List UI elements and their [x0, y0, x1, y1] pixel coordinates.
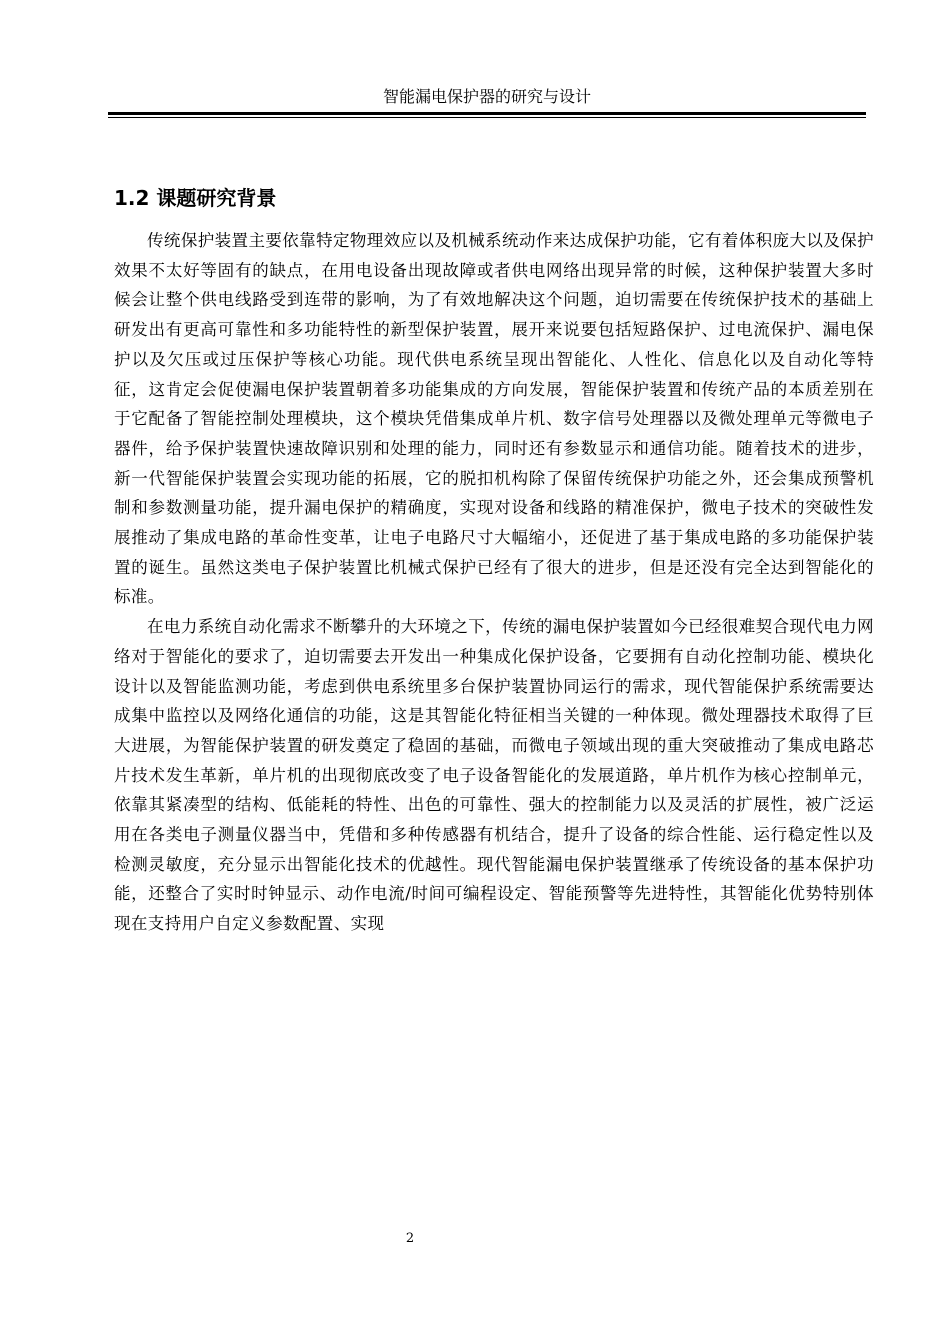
header-rule-thin	[108, 117, 866, 118]
paragraph-1: 传统保护装置主要依靠特定物理效应以及机械系统动作来达成保护功能，它有着体积庞大以及保护效果不太好等固有的缺点，在用电设备出现故障或者供电网络出现异常的时候，这种保护装置大多时候会让整个供电线路受到连带的影响，为了有效地解决这个问题，迫切需要在传统保护技术的基础上研发出有更高可靠性和多功能特性的新型保护装置，展开来说要包括短路保护、过电流保护、漏电保护以及欠压或过压保护等核心功能。现代供电系统呈现出智能化、人性化、信息化以及自动化等特征，这肯定会促使漏电保护装置朝着多功能集成的方向发展，智能保护装置和传统产品的本质差别在于它配备了智能控制处理模块，这个模块凭借集成单片机、数字信号处理器以及微处理单元等微电子器件，给予保护装置快速故障识别和处理的能力，同时还有参数显示和通信功能。随着技术的进步，新一代智能保护装置会实现功能的拓展，它的脱扣机构除了保留传统保护功能之外，还会集成预警机制和参数测量功能，提升漏电保护的精确度，实现对设备和线路的精准保护，微电子技术的突破性发展推动了集成电路的革命性变革，让电子电路尺寸大幅缩小，还促进了基于集成电路的多功能保护装置的诞生。虽然这类电子保护装置比机械式保护已经有了很大的进步，但是还没有完全达到智能化的标准。	[114, 231, 874, 607]
body-text	[114, 226, 874, 939]
running-header-title: 智能漏电保护器的研究与设计	[382, 87, 591, 106]
header-rule-thick	[108, 112, 866, 115]
paragraph-2: 在电力系统自动化需求不断攀升的大环境之下，传统的漏电保护装置如今已经很难契合现代电力网络对于智能化的要求了，迫切需要去开发出一种集成化保护设备，它要拥有自动化控制功能、模块化设计以及智能监测功能，考虑到供电系统里多台保护装置协同运行的需求，现代智能保护系统需要达成集中监控以及网络化通信的功能，这是其智能化特征相当关键的一种体现。微处理器技术取得了巨大进展，为智能保护装置的研发奠定了稳固的基础，而微电子领域出现的重大突破推动了集成电路芯片技术发生革新，单片机的出现彻底改变了电子设备智能化的发展道路，单片机作为核心控制单元，依靠其紧凑型的结构、低能耗的特性、出色的可靠性、强大的控制能力以及灵活的扩展性，被广泛运用在各类电子测量仪器当中，凭借和多种传感器有机结合，提升了设备的综合性能、运行稳定性以及检测灵敏度，充分显示出智能化技术的优越性。现代智能漏电保护装置继承了传统设备的基本保护功能，还整合了实时时钟显示、动作电流/时间可编程设定、智能预警等先进特性，其智能化优势特别体现在支持用户自定义参数配置、实现	[114, 617, 874, 934]
section-heading: 1.2 课题研究背景	[114, 186, 277, 210]
page-number: 2	[405, 1231, 415, 1246]
